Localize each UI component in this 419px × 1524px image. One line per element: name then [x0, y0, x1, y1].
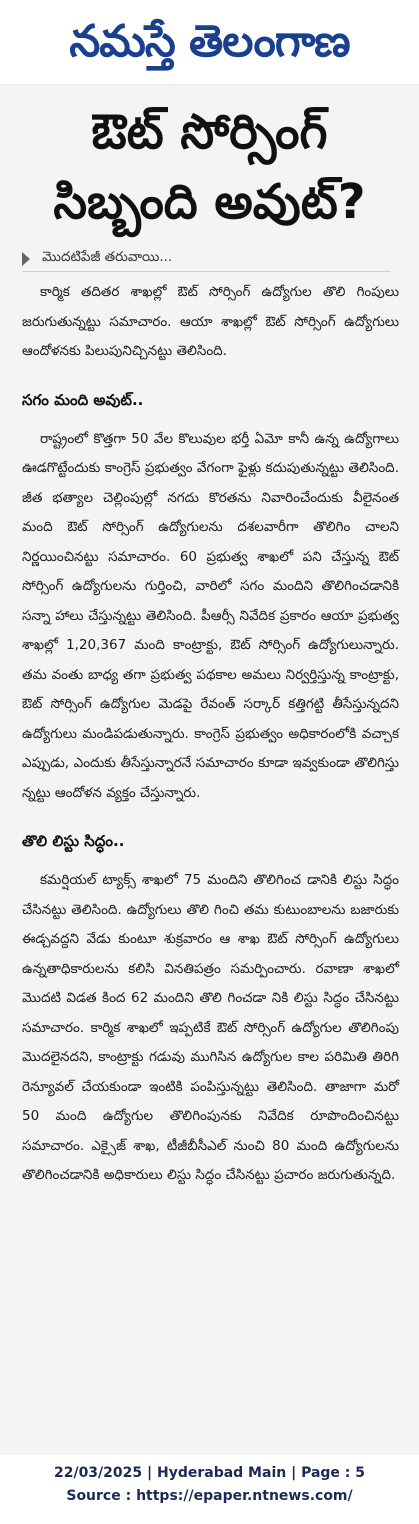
section-2-paragraph: కమర్షియల్ ట్యాక్స్ శాఖలో 75 మందిని తొలిగించ డానికి లిస్టు సిద్ధం చేసినట్టు తెలిసింది. ఉద్యోగులు తొలి గించి తమ కుటుంబాలను బజారుకు ఈడ్చవద్దని వేడు కుంటూ శుక్రవారం ఆ శాఖ ఔట్ సోర్సింగ్ ఉద్యోగులు ఉన్నతాధికారులను కలిసి వినతిపత్రం సమర్పించారు. రవాణా శాఖలో మొదటి విడత కింద 62 మందిని తొలి గించడా నికి లిస్టు సిద్ధం చేసినట్టు సమాచారం. కార్మిక శాఖలో ఇప్పటికే ఔట్ సోర్సింగ్ ఉద్యోగుల తొలిగింపు మొదలైనదని, కాంట్రాక్టు గడువు ముగిసిన ఉద్యోగుల కాల పరిమితి తిరిగి రెన్యూవల్ చేయకుండా ఇంటికి పంపిస్తున్నట్టు తెలిసింది. తాజాగా మరో 50 మంది ఉద్యోగుల తొలిగింపునకు నివేదిక రూపొందించినట్టు సమాచారం. ఎక్సైజ్ శాఖ, టీజీబీసీఎల్ నుంచి 80 మంది ఉద్యోగులను తొలిగించడానికి అధికారులు లిస్టు సిద్ధం చేసినట్టు ప్రచారం జరుగుతున్నది. [22, 872, 399, 1183]
headline-line-2: సిబ్బంది అవుట్? [53, 174, 366, 230]
section-1-paragraph: రాష్ట్రంలో కొత్తగా 50 వేల కొలువుల భర్తీ ఏమో కానీ ఉన్న ఉద్యోగాలు ఊడగొట్టేందుకు కాంగ్రెస్ ప్రభుత్వం వేగంగా ఫైళ్లు కదుపుతున్నట్టు తెలిసింది. జీత భత్యాల చెల్లింపుల్లో నగదు కొరతను నివారించేందుకు వీలైనంత మంది ఔట్ సోర్సింగ్ ఉద్యోగులను దశలవారీగా తొలిగిం చాలని నిర్ణయించినట్టు సమాచారం. 60 ప్రభుత్వ శాఖలో పని చేస్తున్న ఔట్ సోర్సింగ్ ఉద్యోగులను గుర్తించి, వారిలో సగం మందిని తొలిగించడానికి సన్నా హాలు చేస్తున్నట్టు తెలిసింది. పీఆర్సీ నివేదిక ప్రకారం ఆయా ప్రభుత్వ శాఖల్లో 1,20,367 మంది కాంట్రాక్టు, ఔట్ సోర్సింగ్ ఉద్యోగులున్నారు. తమ వంతు బాధ్య తగా ప్రభుత్వ పథకాల అమలు నిర్వర్తిస్తున్న కాంట్రాక్టు, ఔట్ సోర్సింగ్ ఉద్యోగుల మెడపై రేవంత్ సర్కార్ కత్తిగట్టి తీసేస్తున్నదని ఉద్యోగులు మండిపడుతున్నారు. కాంగ్రెస్ ప్రభుత్వం అధికారంలోకి వచ్చాక ఎప్పుడు, ఎందుకు తీసేస్తున్నారనే సమాచారం కూడా ఇవ్వకుండా తొలిగిస్తు న్నట్టు ఆందోళన వ్యక్తం చేస్తున్నారు. [22, 430, 399, 801]
date-edition-page: 22/03/2025 | Hyderabad Main | Page : 5 [53, 1465, 366, 1481]
source-url: Source : https://epaper.ntnews.com/ [66, 1488, 353, 1504]
article-headline [0, 85, 419, 245]
continued-label: మొదటిపేజీ తరువాయి... [42, 249, 173, 265]
source-footer [0, 1462, 419, 1508]
headline-line-1: ఔట్ సోర్సింగ్ [91, 104, 328, 160]
continued-from-front-page [22, 249, 391, 272]
newspaper-logo: నమస్తే తెలంగాణ [69, 16, 350, 67]
masthead [0, 0, 419, 85]
section-heading-first-list: తొలి లిస్టు సిద్ధం.. [22, 832, 125, 850]
chevron-right-icon [22, 252, 30, 266]
section-heading-half-out: సగం మంది అవుట్.. [22, 390, 144, 409]
intro-paragraph: కార్మిక తదితర శాఖల్లో ఔట్ సోర్సింగ్ ఉద్యోగుల తొలి గింపులు జరుగుతున్నట్టు సమాచారం. ఆయా శాఖల్లో ఔట్ సోర్సింగ్ ఉద్యోగులు ఆందోళనకు పిలుపునిచ్చినట్టు తెలిసింది. [22, 284, 399, 359]
